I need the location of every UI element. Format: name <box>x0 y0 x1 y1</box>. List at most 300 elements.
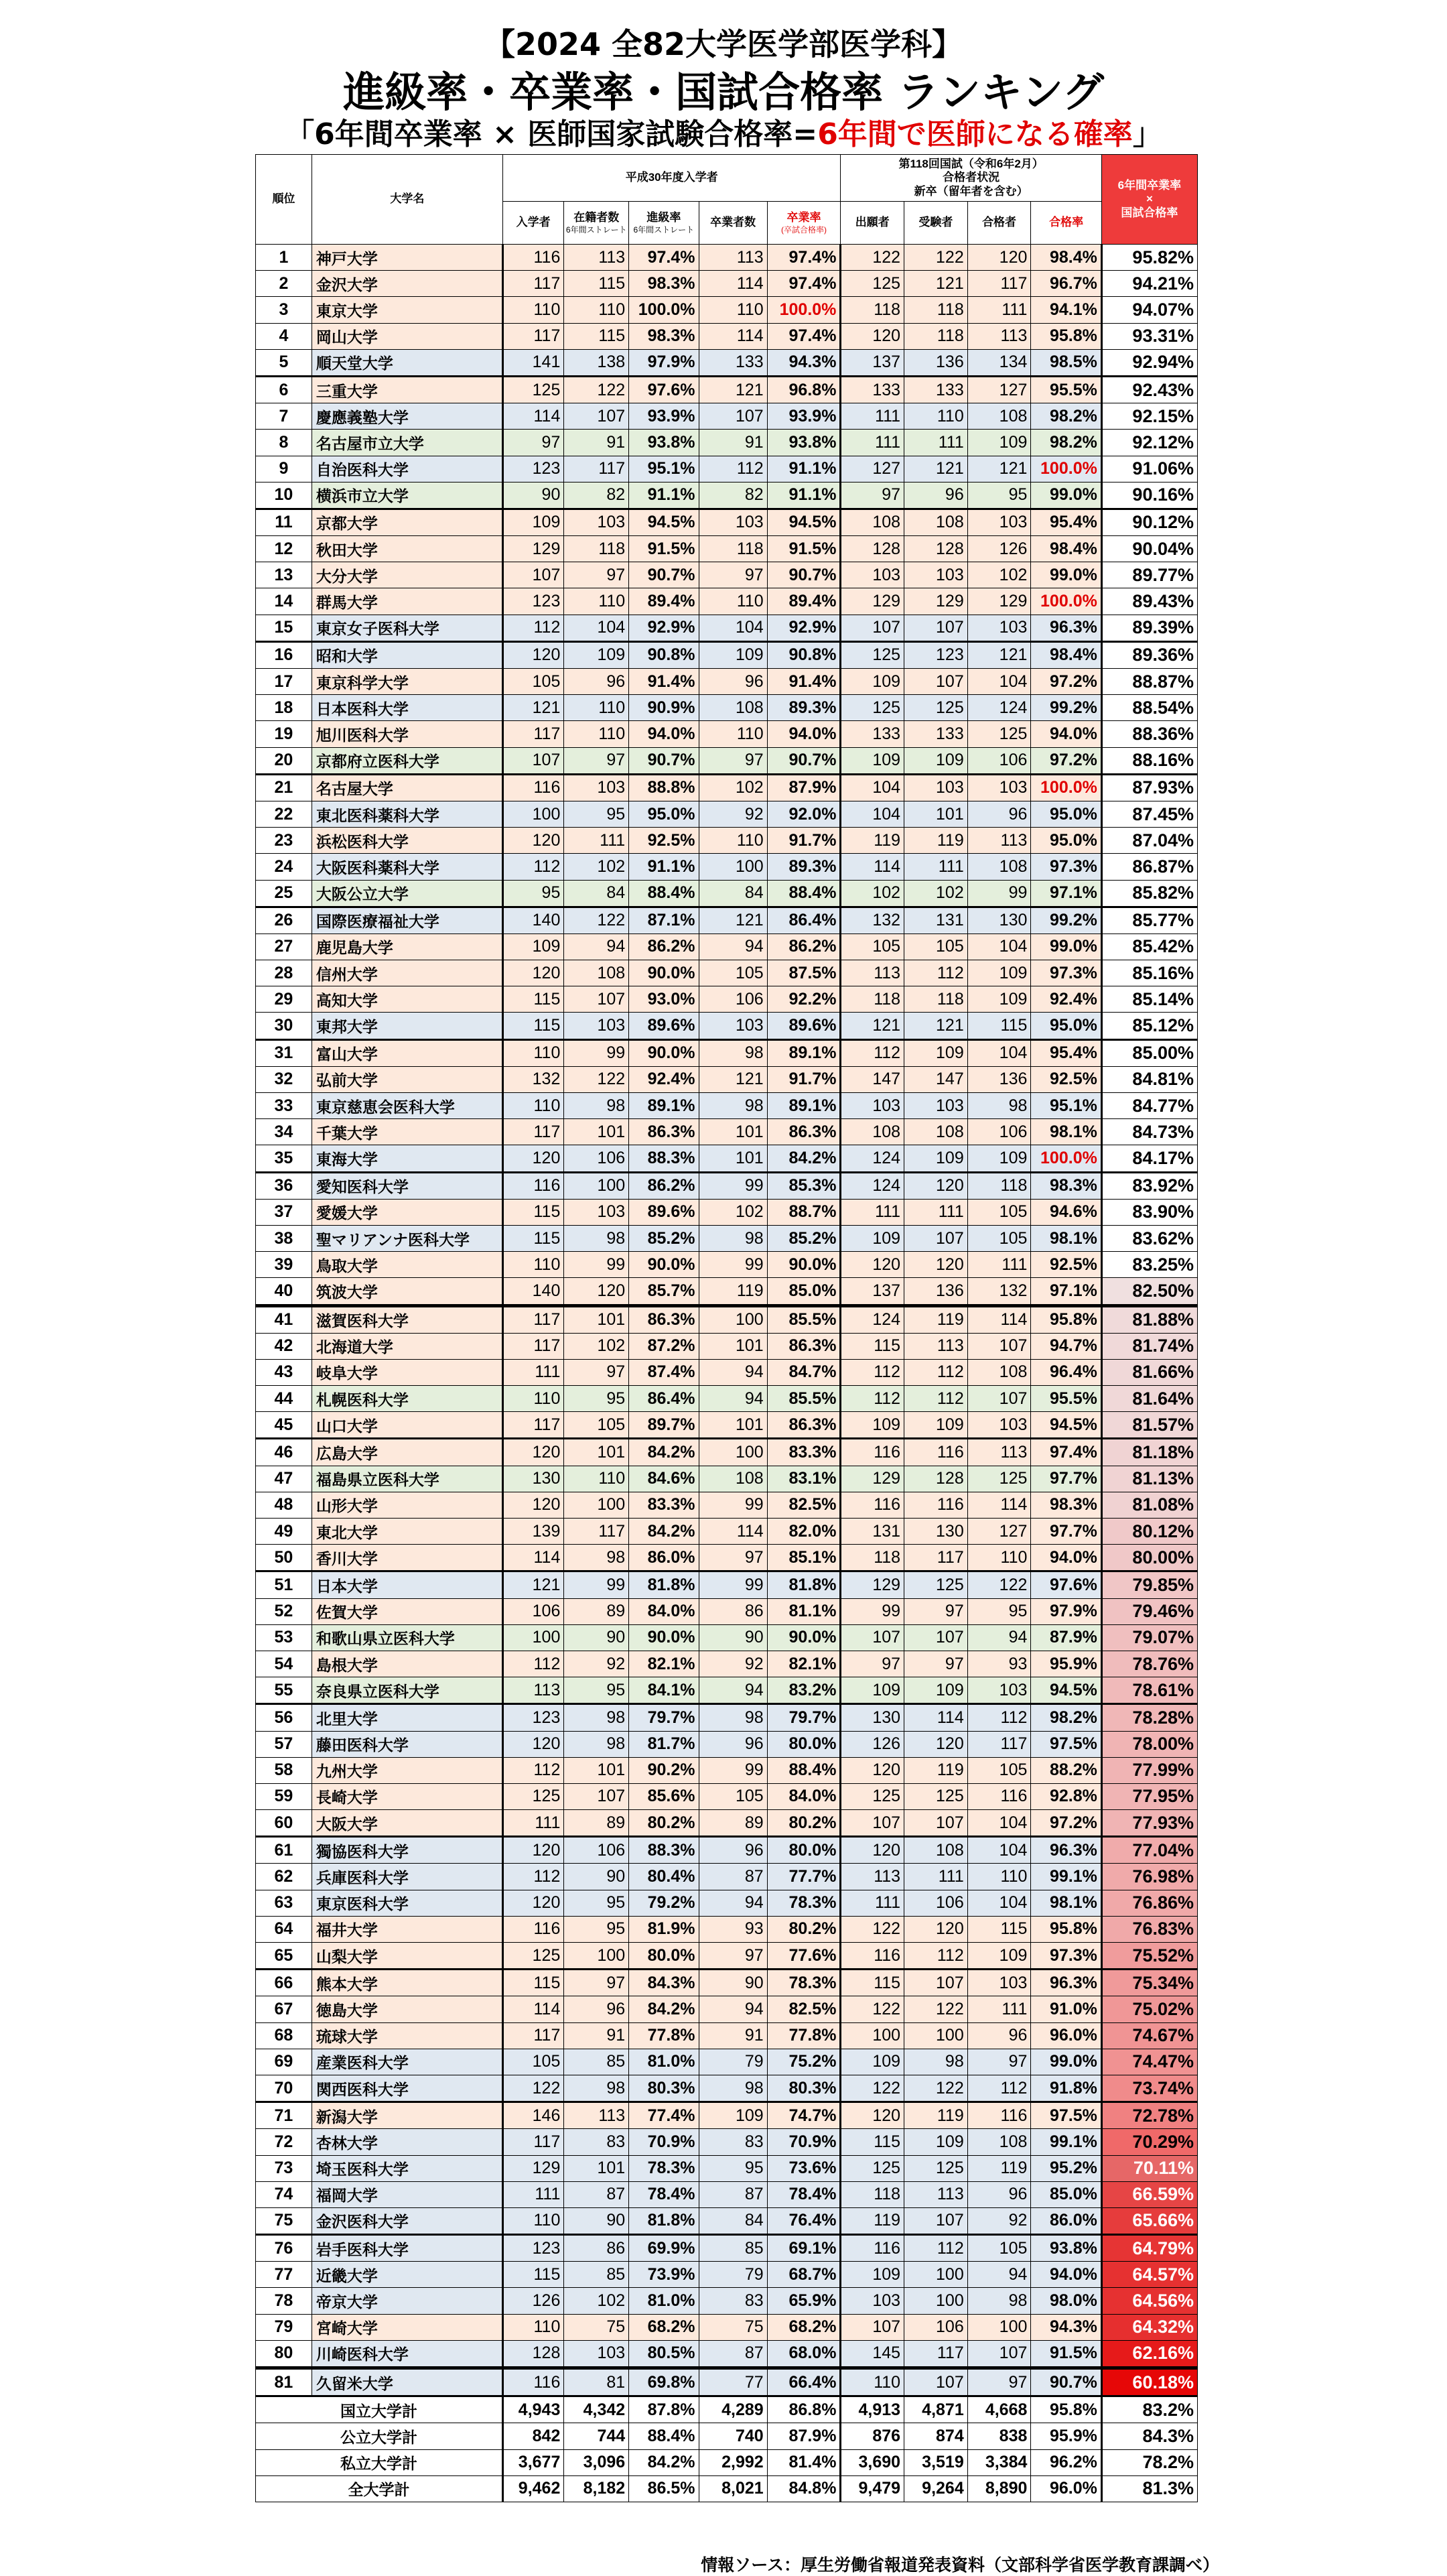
grad-rate-cell: 77.8% <box>767 2022 841 2049</box>
rank-cell: 56 <box>256 1704 312 1731</box>
grads-cell: 110 <box>699 588 767 615</box>
promo-cell: 86.3% <box>629 1305 699 1333</box>
grads-cell: 107 <box>699 403 767 430</box>
passers-cell: 115 <box>967 1013 1031 1039</box>
rank-cell: 73 <box>256 2155 312 2181</box>
totals-enrolled: 744 <box>564 2423 629 2449</box>
rank-cell: 54 <box>256 1651 312 1677</box>
enrolled-cell: 103 <box>564 2340 629 2368</box>
passers-cell: 121 <box>967 641 1031 668</box>
grad-rate-cell: 86.4% <box>767 907 841 933</box>
entrants-cell: 120 <box>502 1890 563 1916</box>
examinees-cell: 106 <box>904 2314 968 2340</box>
rank-cell: 31 <box>256 1039 312 1066</box>
rank-cell: 78 <box>256 2288 312 2314</box>
promo-cell: 90.8% <box>629 641 699 668</box>
grads-cell: 104 <box>699 615 767 641</box>
header-entrants: 入学者 <box>502 202 563 245</box>
promo-cell: 70.9% <box>629 2129 699 2155</box>
table-row <box>256 721 1198 747</box>
pass-rate-cell: 95.8% <box>1031 1916 1101 1942</box>
entrants-cell: 116 <box>502 774 563 801</box>
table-row <box>256 1624 1198 1651</box>
table-row <box>256 1651 1198 1677</box>
totals-applicants: 9,479 <box>841 2475 904 2502</box>
applicants-cell: 114 <box>841 854 904 880</box>
applicants-cell: 108 <box>841 1119 904 1145</box>
header-enrolled-main: 在籍者数 <box>573 211 620 224</box>
grad-rate-cell: 66.4% <box>767 2368 841 2396</box>
promo-cell: 80.0% <box>629 1943 699 1970</box>
rank-cell: 35 <box>256 1145 312 1172</box>
table-row <box>256 1172 1198 1199</box>
university-name: 新潟大学 <box>312 2102 502 2129</box>
pass-rate-cell: 97.4% <box>1031 1439 1101 1466</box>
entrants-cell: 117 <box>502 271 563 297</box>
pass-rate-cell: 94.3% <box>1031 2314 1101 2340</box>
totals-pass-rate: 95.8% <box>1031 2396 1101 2423</box>
passers-cell: 111 <box>967 297 1031 323</box>
final-rate-cell: 79.85% <box>1101 1571 1197 1598</box>
table-row <box>256 1278 1198 1305</box>
grads-cell: 121 <box>699 1066 767 1092</box>
final-rate-cell: 60.18% <box>1101 2368 1197 2396</box>
table-row <box>256 1225 1198 1251</box>
totals-promo: 88.4% <box>629 2423 699 2449</box>
applicants-cell: 111 <box>841 1890 904 1916</box>
passers-cell: 99 <box>967 880 1031 907</box>
examinees-cell: 118 <box>904 297 968 323</box>
examinees-cell: 118 <box>904 986 968 1013</box>
passers-cell: 113 <box>967 1439 1031 1466</box>
pass-rate-cell: 91.0% <box>1031 1996 1101 2022</box>
promo-cell: 69.8% <box>629 2368 699 2396</box>
grad-rate-cell: 75.2% <box>767 2049 841 2075</box>
university-name: 東京慈恵会医科大学 <box>312 1093 502 1119</box>
enrolled-cell: 95 <box>564 1386 629 1412</box>
examinees-cell: 108 <box>904 509 968 535</box>
grad-rate-cell: 85.3% <box>767 1172 841 1199</box>
final-rate-cell: 89.36% <box>1101 641 1197 668</box>
pass-rate-cell: 85.0% <box>1031 2181 1101 2207</box>
final-rate-cell: 74.47% <box>1101 2049 1197 2075</box>
pass-rate-cell: 92.5% <box>1031 1066 1101 1092</box>
grad-rate-cell: 92.9% <box>767 615 841 641</box>
table-row <box>256 271 1198 297</box>
final-rate-cell: 81.08% <box>1101 1492 1197 1518</box>
final-rate-cell: 86.87% <box>1101 854 1197 880</box>
pass-rate-cell: 97.7% <box>1031 1519 1101 1545</box>
totals-examinees: 874 <box>904 2423 968 2449</box>
pass-rate-cell: 99.0% <box>1031 562 1101 588</box>
entrants-cell: 115 <box>502 1970 563 1996</box>
pass-rate-cell: 96.3% <box>1031 1837 1101 1864</box>
totals-label: 公立大学計 <box>256 2423 503 2449</box>
enrolled-cell: 101 <box>564 1119 629 1145</box>
applicants-cell: 147 <box>841 1066 904 1092</box>
rank-cell: 16 <box>256 641 312 668</box>
pass-rate-cell: 88.2% <box>1031 1757 1101 1783</box>
promo-cell: 84.2% <box>629 1519 699 1545</box>
grads-cell: 110 <box>699 297 767 323</box>
applicants-cell: 122 <box>841 1996 904 2022</box>
table-row <box>256 747 1198 774</box>
grads-cell: 84 <box>699 880 767 907</box>
rank-cell: 26 <box>256 907 312 933</box>
promo-cell: 92.9% <box>629 615 699 641</box>
university-name: 京都大学 <box>312 509 502 535</box>
totals-examinees: 9,264 <box>904 2475 968 2502</box>
grads-cell: 82 <box>699 482 767 509</box>
entrants-cell: 120 <box>502 641 563 668</box>
passers-cell: 110 <box>967 1545 1031 1571</box>
grads-cell: 101 <box>699 1333 767 1359</box>
pass-rate-cell: 97.3% <box>1031 960 1101 986</box>
applicants-cell: 125 <box>841 271 904 297</box>
totals-enrolled: 8,182 <box>564 2475 629 2502</box>
table-row <box>256 2340 1198 2368</box>
ranking-table <box>255 154 1198 2502</box>
rank-cell: 13 <box>256 562 312 588</box>
title-line3-a: 「6年間卒業率 × 医師国家試験合格率= <box>285 117 818 151</box>
passers-cell: 121 <box>967 456 1031 482</box>
university-name: 愛媛大学 <box>312 1199 502 1225</box>
applicants-cell: 116 <box>841 1439 904 1466</box>
university-name: 山形大学 <box>312 1492 502 1518</box>
grads-cell: 79 <box>699 2049 767 2075</box>
applicants-cell: 119 <box>841 2207 904 2234</box>
table-row <box>256 403 1198 430</box>
enrolled-cell: 91 <box>564 2022 629 2049</box>
university-name: 日本医科大学 <box>312 695 502 721</box>
enrolled-cell: 107 <box>564 986 629 1013</box>
pass-rate-cell: 99.2% <box>1031 907 1101 933</box>
final-rate-cell: 78.61% <box>1101 1677 1197 1704</box>
enrolled-cell: 100 <box>564 1172 629 1199</box>
grads-cell: 94 <box>699 1359 767 1385</box>
final-rate-cell: 85.77% <box>1101 907 1197 933</box>
university-name: 札幌医科大学 <box>312 1386 502 1412</box>
totals-entrants: 9,462 <box>502 2475 563 2502</box>
totals-grads: 8,021 <box>699 2475 767 2502</box>
enrolled-cell: 106 <box>564 1145 629 1172</box>
enrolled-cell: 100 <box>564 1943 629 1970</box>
final-rate-cell: 84.17% <box>1101 1145 1197 1172</box>
totals-pass-rate: 95.9% <box>1031 2423 1101 2449</box>
pass-rate-cell: 95.5% <box>1031 1386 1101 1412</box>
table-row <box>256 1466 1198 1492</box>
final-rate-cell: 81.66% <box>1101 1359 1197 1385</box>
pass-rate-cell: 94.1% <box>1031 297 1101 323</box>
final-rate-cell: 92.15% <box>1101 403 1197 430</box>
promo-cell: 89.1% <box>629 1093 699 1119</box>
promo-cell: 84.2% <box>629 1439 699 1466</box>
examinees-cell: 107 <box>904 2368 968 2396</box>
applicants-cell: 112 <box>841 1386 904 1412</box>
applicants-cell: 122 <box>841 2075 904 2102</box>
entrants-cell: 122 <box>502 2075 563 2102</box>
final-rate-cell: 89.43% <box>1101 588 1197 615</box>
header-grads: 卒業者数 <box>699 202 767 245</box>
table-row <box>256 669 1198 695</box>
grad-rate-cell: 68.2% <box>767 2314 841 2340</box>
rank-cell: 34 <box>256 1119 312 1145</box>
university-name: 大阪大学 <box>312 1810 502 1837</box>
entrants-cell: 117 <box>502 1119 563 1145</box>
entrants-cell: 116 <box>502 1916 563 1942</box>
entrants-cell: 116 <box>502 1172 563 1199</box>
university-name: 岡山大学 <box>312 323 502 349</box>
examinees-cell: 117 <box>904 1545 968 1571</box>
entrants-cell: 121 <box>502 695 563 721</box>
university-name: 山口大学 <box>312 1412 502 1439</box>
final-rate-cell: 87.04% <box>1101 828 1197 854</box>
grads-cell: 91 <box>699 430 767 456</box>
passers-cell: 105 <box>967 1199 1031 1225</box>
final-rate-cell: 83.90% <box>1101 1199 1197 1225</box>
applicants-cell: 108 <box>841 509 904 535</box>
grads-cell: 98 <box>699 1039 767 1066</box>
final-rate-cell: 83.25% <box>1101 1252 1197 1278</box>
promo-cell: 90.0% <box>629 1039 699 1066</box>
examinees-cell: 107 <box>904 1810 968 1837</box>
university-name: 岐阜大学 <box>312 1359 502 1385</box>
examinees-cell: 119 <box>904 1305 968 1333</box>
grads-cell: 77 <box>699 2368 767 2396</box>
pass-rate-cell: 97.2% <box>1031 1810 1101 1837</box>
grads-cell: 114 <box>699 1519 767 1545</box>
header-name: 大学名 <box>312 155 502 245</box>
rank-cell: 60 <box>256 1810 312 1837</box>
entrants-cell: 123 <box>502 456 563 482</box>
examinees-cell: 125 <box>904 695 968 721</box>
pass-rate-cell: 92.4% <box>1031 986 1101 1013</box>
applicants-cell: 109 <box>841 2049 904 2075</box>
grad-rate-cell: 80.2% <box>767 1916 841 1942</box>
table-row <box>256 2129 1198 2155</box>
promo-cell: 86.4% <box>629 1386 699 1412</box>
promo-cell: 95.1% <box>629 456 699 482</box>
examinees-cell: 112 <box>904 1359 968 1385</box>
passers-cell: 113 <box>967 323 1031 349</box>
grad-rate-cell: 87.9% <box>767 774 841 801</box>
header-group2 <box>841 155 1101 202</box>
pass-rate-cell: 98.2% <box>1031 1704 1101 1731</box>
examinees-cell: 112 <box>904 1943 968 1970</box>
table-row <box>256 1333 1198 1359</box>
table-row <box>256 1439 1198 1466</box>
examinees-cell: 107 <box>904 1624 968 1651</box>
grad-rate-cell: 90.0% <box>767 1252 841 1278</box>
totals-row <box>256 2396 1198 2423</box>
examinees-cell: 116 <box>904 1492 968 1518</box>
entrants-cell: 110 <box>502 2314 563 2340</box>
promo-cell: 80.4% <box>629 1864 699 1890</box>
passers-cell: 106 <box>967 747 1031 774</box>
applicants-cell: 97 <box>841 1651 904 1677</box>
university-name: 信州大学 <box>312 960 502 986</box>
entrants-cell: 95 <box>502 880 563 907</box>
rank-cell: 21 <box>256 774 312 801</box>
rank-cell: 74 <box>256 2181 312 2207</box>
final-rate-cell: 77.99% <box>1101 1757 1197 1783</box>
university-name: 昭和大学 <box>312 641 502 668</box>
rank-cell: 7 <box>256 403 312 430</box>
totals-final: 83.2% <box>1101 2396 1197 2423</box>
grads-cell: 101 <box>699 1412 767 1439</box>
university-name: 東北医科薬科大学 <box>312 801 502 827</box>
grad-rate-cell: 90.8% <box>767 641 841 668</box>
enrolled-cell: 98 <box>564 2075 629 2102</box>
examinees-cell: 107 <box>904 2207 968 2234</box>
promo-cell: 81.9% <box>629 1916 699 1942</box>
grads-cell: 109 <box>699 2102 767 2129</box>
grad-rate-cell: 94.5% <box>767 509 841 535</box>
examinees-cell: 109 <box>904 1145 968 1172</box>
examinees-cell: 111 <box>904 854 968 880</box>
promo-cell: 81.0% <box>629 2288 699 2314</box>
grads-cell: 103 <box>699 1013 767 1039</box>
enrolled-cell: 95 <box>564 1677 629 1704</box>
pass-rate-cell: 100.0% <box>1031 456 1101 482</box>
university-name: 大阪医科薬科大学 <box>312 854 502 880</box>
university-name: 近畿大学 <box>312 2262 502 2288</box>
table-row <box>256 2049 1198 2075</box>
applicants-cell: 115 <box>841 1333 904 1359</box>
university-name: 北里大学 <box>312 1704 502 1731</box>
rank-cell: 14 <box>256 588 312 615</box>
grad-rate-cell: 77.7% <box>767 1864 841 1890</box>
grads-cell: 94 <box>699 1890 767 1916</box>
entrants-cell: 123 <box>502 588 563 615</box>
applicants-cell: 125 <box>841 1783 904 1809</box>
final-rate-cell: 81.74% <box>1101 1333 1197 1359</box>
university-name: 旭川医科大学 <box>312 721 502 747</box>
promo-cell: 86.2% <box>629 1172 699 1199</box>
grads-cell: 98 <box>699 2075 767 2102</box>
grads-cell: 109 <box>699 641 767 668</box>
applicants-cell: 131 <box>841 1519 904 1545</box>
entrants-cell: 106 <box>502 1598 563 1624</box>
rank-cell: 32 <box>256 1066 312 1092</box>
final-rate-cell: 81.57% <box>1101 1412 1197 1439</box>
grad-rate-cell: 90.7% <box>767 747 841 774</box>
title-line3-c: 」 <box>1132 117 1162 151</box>
totals-final: 84.3% <box>1101 2423 1197 2449</box>
university-name: 鹿児島大学 <box>312 933 502 960</box>
university-name: 自治医科大学 <box>312 456 502 482</box>
grad-rate-cell: 90.0% <box>767 1624 841 1651</box>
university-name: 富山大学 <box>312 1039 502 1066</box>
header-rank: 順位 <box>256 155 312 245</box>
passers-cell: 122 <box>967 1571 1031 1598</box>
applicants-cell: 110 <box>841 2368 904 2396</box>
grad-rate-cell: 74.7% <box>767 2102 841 2129</box>
grads-cell: 112 <box>699 456 767 482</box>
passers-cell: 111 <box>967 1252 1031 1278</box>
grad-rate-cell: 69.1% <box>767 2235 841 2262</box>
rank-cell: 33 <box>256 1093 312 1119</box>
pass-rate-cell: 100.0% <box>1031 588 1101 615</box>
final-rate-cell: 76.98% <box>1101 1864 1197 1890</box>
promo-cell: 79.2% <box>629 1890 699 1916</box>
grad-rate-cell: 97.4% <box>767 271 841 297</box>
grad-rate-cell: 82.0% <box>767 1519 841 1545</box>
rank-cell: 48 <box>256 1492 312 1518</box>
passers-cell: 102 <box>967 562 1031 588</box>
table-row <box>256 1864 1198 1890</box>
rank-cell: 44 <box>256 1386 312 1412</box>
final-rate-cell: 72.78% <box>1101 2102 1197 2129</box>
applicants-cell: 121 <box>841 1013 904 1039</box>
entrants-cell: 110 <box>502 2207 563 2234</box>
promo-cell: 84.0% <box>629 1598 699 1624</box>
grads-cell: 101 <box>699 1145 767 1172</box>
passers-cell: 117 <box>967 1731 1031 1757</box>
enrolled-cell: 98 <box>564 1545 629 1571</box>
passers-cell: 103 <box>967 774 1031 801</box>
promo-cell: 90.0% <box>629 960 699 986</box>
promo-cell: 85.7% <box>629 1278 699 1305</box>
university-name: 日本大学 <box>312 1571 502 1598</box>
university-name: 徳島大学 <box>312 1996 502 2022</box>
university-name: 兵庫医科大学 <box>312 1864 502 1890</box>
table-row <box>256 641 1198 668</box>
examinees-cell: 110 <box>904 403 968 430</box>
grads-cell: 102 <box>699 774 767 801</box>
final-rate-cell: 64.56% <box>1101 2288 1197 2314</box>
applicants-cell: 112 <box>841 1359 904 1385</box>
table-row <box>256 1199 1198 1225</box>
promo-cell: 69.9% <box>629 2235 699 2262</box>
final-rate-cell: 77.93% <box>1101 1810 1197 1837</box>
rank-cell: 52 <box>256 1598 312 1624</box>
final-rate-cell: 77.95% <box>1101 1783 1197 1809</box>
table-row <box>256 1093 1198 1119</box>
grads-cell: 75 <box>699 2314 767 2340</box>
enrolled-cell: 138 <box>564 349 629 376</box>
applicants-cell: 125 <box>841 641 904 668</box>
grad-rate-cell: 70.9% <box>767 2129 841 2155</box>
header-enrolled <box>564 202 629 245</box>
passers-cell: 104 <box>967 669 1031 695</box>
grad-rate-cell: 89.4% <box>767 588 841 615</box>
totals-promo: 86.5% <box>629 2475 699 2502</box>
applicants-cell: 129 <box>841 1466 904 1492</box>
promo-cell: 93.0% <box>629 986 699 1013</box>
enrolled-cell: 103 <box>564 774 629 801</box>
header-examinees: 受験者 <box>904 202 968 245</box>
enrolled-cell: 122 <box>564 1066 629 1092</box>
entrants-cell: 120 <box>502 960 563 986</box>
applicants-cell: 122 <box>841 245 904 271</box>
rank-cell: 57 <box>256 1731 312 1757</box>
university-name: 東京大学 <box>312 297 502 323</box>
final-rate-cell: 85.12% <box>1101 1013 1197 1039</box>
university-name: 愛知医科大学 <box>312 1172 502 1199</box>
university-name: 香川大学 <box>312 1545 502 1571</box>
pass-rate-cell: 94.5% <box>1031 1677 1101 1704</box>
table-row <box>256 297 1198 323</box>
promo-cell: 68.2% <box>629 2314 699 2340</box>
promo-cell: 81.8% <box>629 1571 699 1598</box>
passers-cell: 112 <box>967 2075 1031 2102</box>
applicants-cell: 109 <box>841 669 904 695</box>
totals-final: 78.2% <box>1101 2449 1197 2475</box>
table-row <box>256 2181 1198 2207</box>
promo-cell: 93.8% <box>629 430 699 456</box>
passers-cell: 96 <box>967 2181 1031 2207</box>
